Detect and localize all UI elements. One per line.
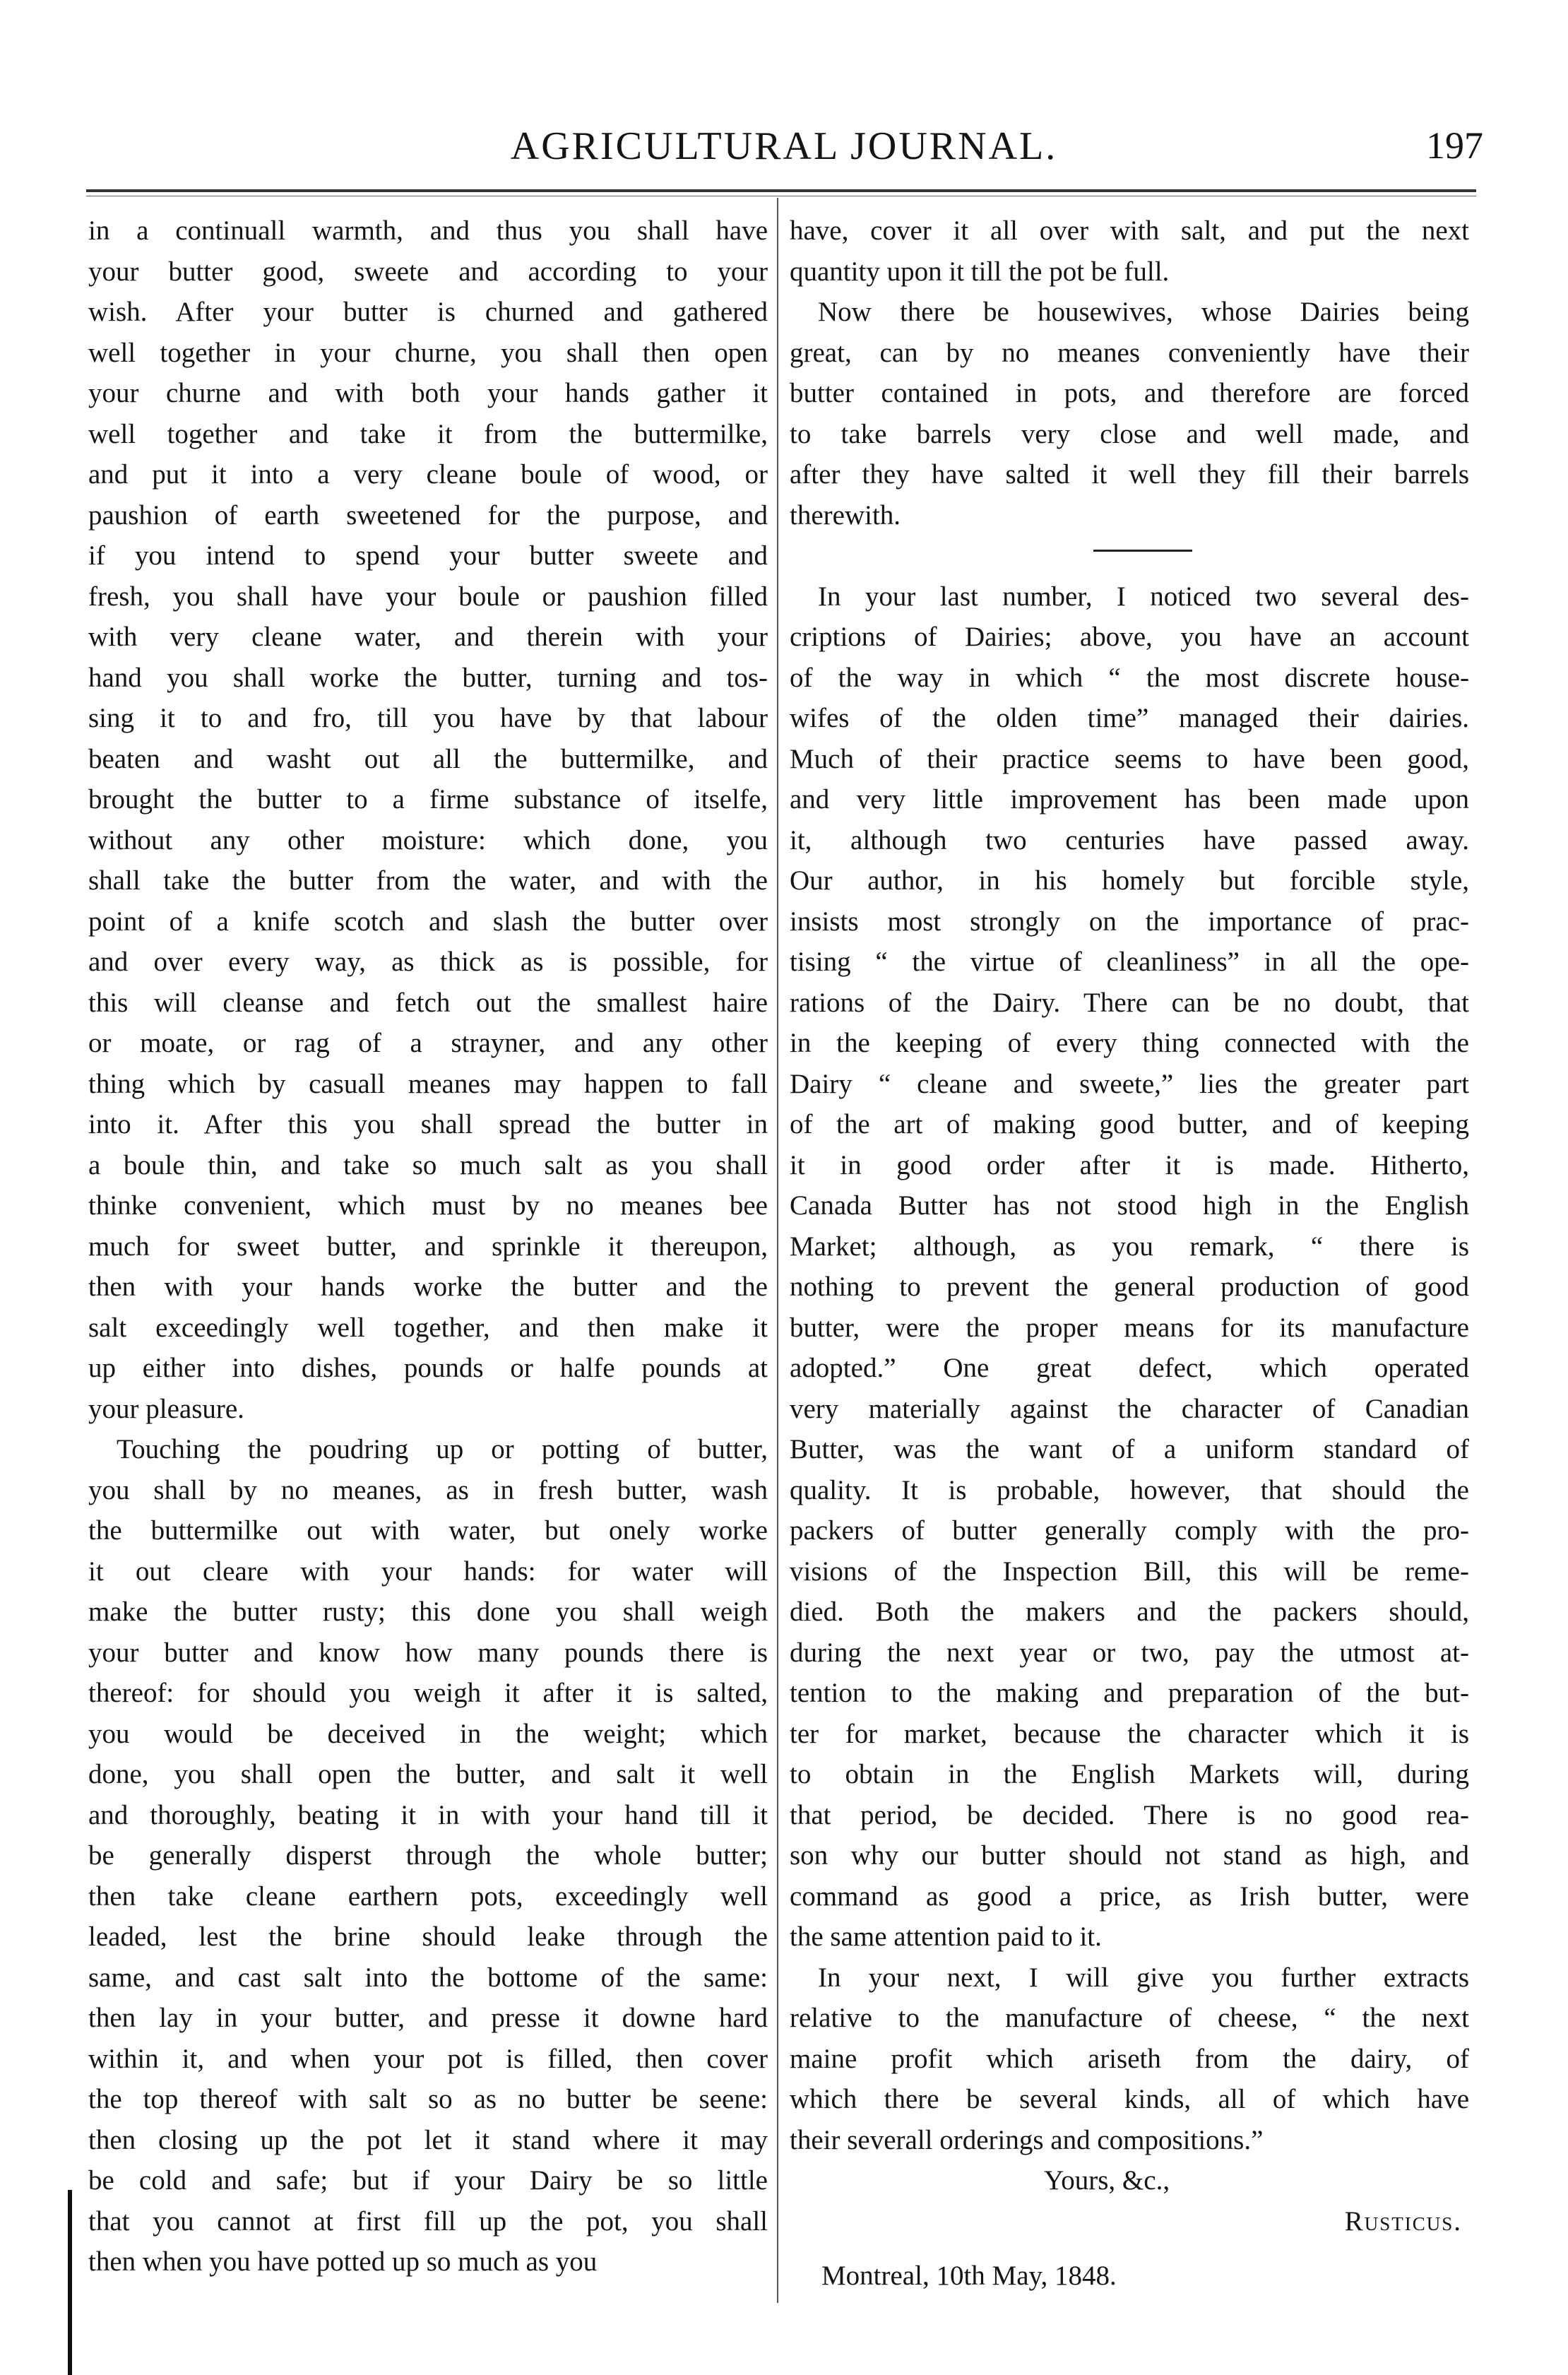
text-line: paushion of earth sweetened for the purpose, and [88, 499, 768, 531]
text-line: wish. After your butter is churned and gathered [88, 297, 768, 327]
text-line: leaded, lest the brine should leake through the [88, 1921, 768, 1952]
text-line: point of a knife scotch and slash the butter over [88, 906, 768, 937]
text-line: it in good order after it is made. Hitherto, [790, 1149, 1469, 1180]
text-line: hand you shall worke the butter, turning and tos- [88, 662, 768, 693]
text-line: the top thereof with salt so as no butter be seene: [88, 2084, 768, 2114]
text-line: Market; although, as you remark, “ there is [790, 1231, 1469, 1262]
text-line: butter, were the proper means for its manufacture [790, 1312, 1469, 1343]
text-line: shall take the butter from the water, and with the [88, 865, 768, 896]
page-number: 197 [1426, 124, 1483, 167]
text-line: Now there be housewives, whose Dairies being [818, 297, 1469, 327]
text-line: adopted.” One great defect, which operated [790, 1353, 1469, 1383]
text-line: rations of the Dairy. There can be no doubt, that [790, 987, 1469, 1018]
text-line: Much of their practice seems to have been good, [790, 743, 1469, 774]
text-line: thereof: for should you weigh it after it is salted, [88, 1678, 768, 1708]
text-line: the buttermilke out with water, but onely worke [88, 1515, 768, 1546]
text-line: ter for market, because the character which it is [790, 1718, 1469, 1749]
text-line: or moate, or rag of a strayner, and any other [88, 1028, 768, 1058]
text-line: the same attention paid to it. [790, 1921, 1102, 1952]
text-line: your butter and know how many pounds there is [88, 1637, 768, 1668]
text-line: very materially against the character of Canadian [790, 1393, 1469, 1424]
text-line: same, and cast salt into the bottome of the same: [88, 1962, 768, 1993]
text-line: in the keeping of every thing connected with the [790, 1028, 1469, 1058]
text-line: packers of butter generally comply with the pro- [790, 1515, 1469, 1546]
text-line: with very cleane water, and therein with your [88, 622, 768, 652]
text-line: Canada Butter has not stood high in the English [790, 1190, 1469, 1221]
text-line: of the way in which “ the most discrete house- [790, 662, 1469, 693]
text-line: you shall by no meanes, as in fresh butter, wash [88, 1474, 768, 1505]
text-line: sing it to and fro, till you have by that labour [88, 703, 768, 733]
text-line: beaten and washt out all the buttermilke, and [88, 743, 768, 774]
text-line: relative to the manufacture of cheese, “ the next [790, 2003, 1469, 2033]
text-line: thing which by casuall meanes may happen to fall [88, 1068, 768, 1099]
text-line: have, cover it all over with salt, and put the next [790, 215, 1469, 246]
text-line: up either into dishes, pounds or halfe pounds at [88, 1353, 768, 1383]
text-line: a boule thin, and take so much salt as you shall [88, 1149, 768, 1180]
text-line: to take barrels very close and well made, and [790, 418, 1469, 449]
text-line: that period, be decided. There is no good rea- [790, 1799, 1469, 1830]
text-line: son why our butter should not stand as high, and [790, 1840, 1469, 1871]
text-line: quality. It is probable, however, that should the [790, 1474, 1469, 1505]
text-line: then take cleane earthern pots, exceedingly well [88, 1881, 768, 1912]
text-line: of the art of making good butter, and of keeping [790, 1109, 1469, 1139]
text-line: butter contained in pots, and therefore are forced [790, 378, 1469, 408]
text-line: then with your hands worke the butter and the [88, 1272, 768, 1302]
text-line: if you intend to spend your butter sweete and [88, 540, 768, 571]
text-line: within it, and when your pot is filled, then cover [88, 2043, 768, 2074]
text-line: after they have salted it well they fill their barrels [790, 459, 1469, 490]
text-line: without any other moisture: which done, you [88, 824, 768, 855]
text-line: then closing up the pot let it stand where it may [88, 2124, 768, 2155]
text-line: criptions of Dairies; above, you have an account [790, 622, 1469, 652]
text-line: that you cannot at first fill up the pot, you shall [88, 2205, 768, 2237]
text-line: nothing to prevent the general production of good [790, 1272, 1469, 1302]
letter-place-date: Montreal, 10th May, 1848. [821, 2261, 1117, 2291]
running-header-title: AGRICULTURAL JOURNAL. [510, 124, 1058, 168]
text-line: Our author, in his homely but forcible style, [790, 865, 1469, 896]
right-column-paragraph-group-b [790, 576, 1469, 2161]
text-line: be cold and safe; but if your Dairy be so little [88, 2165, 768, 2196]
text-line: you would be deceived in the weight; which [88, 1718, 768, 1749]
right-column-paragraph-group-a [790, 211, 1469, 535]
text-line: and over every way, as thick as is possible, for [88, 947, 768, 977]
text-line: in a continuall warmth, and thus you shall have [88, 215, 768, 246]
left-column [88, 211, 768, 2282]
text-line: brought the butter to a firme substance of itselfe, [88, 784, 768, 815]
text-line: In your next, I will give you further extracts [818, 1962, 1469, 1993]
text-line: into it. After this you shall spread the butter in [88, 1109, 768, 1139]
text-line: well together and take it from the buttermilke, [88, 418, 768, 449]
text-line: their severall orderings and compositions.” [790, 2124, 1264, 2155]
text-line: be generally disperst through the whole butter; [88, 1840, 768, 1871]
text-line: In your last number, I noticed two several des- [818, 581, 1469, 612]
text-line: your pleasure. [88, 1393, 244, 1424]
text-line: salt exceedingly well together, and then make it [88, 1312, 768, 1343]
text-line: done, you shall open the butter, and salt it well [88, 1759, 768, 1789]
text-line: fresh, you shall have your boule or paushion filled [88, 581, 768, 612]
text-line: it, although two centuries have passed away. [790, 824, 1469, 855]
text-line: died. Both the makers and the packers should, [790, 1597, 1469, 1627]
text-line: tention to the making and preparation of the but- [790, 1678, 1469, 1708]
margin-mark [68, 2190, 72, 2375]
text-line: wifes of the olden time” managed their dairies. [790, 703, 1469, 733]
text-line: make the butter rusty; this done you shall weigh [88, 1597, 768, 1627]
text-line: and put it into a very cleane boule of wood, or [88, 459, 768, 490]
text-line: Dairy “ cleane and sweete,” lies the greater part [790, 1068, 1469, 1099]
text-line: then lay in your butter, and presse it downe hard [88, 2003, 768, 2033]
text-line: much for sweet butter, and sprinkle it thereupon, [88, 1231, 768, 1262]
text-line: Touching the poudring up or potting of butter, [117, 1434, 768, 1464]
text-line: which there be several kinds, all of which have [790, 2084, 1469, 2114]
text-line: to obtain in the English Markets will, during [790, 1759, 1469, 1789]
text-line: therewith. [790, 499, 901, 531]
text-line: this will cleanse and fetch out the smallest haire [88, 987, 768, 1018]
text-line: Butter, was the want of a uniform standard of [790, 1434, 1469, 1464]
text-line: quantity upon it till the pot be full. [790, 256, 1170, 287]
header-rule [86, 189, 1476, 192]
text-line: tising “ the virtue of cleanliness” in all the ope- [790, 947, 1469, 977]
letter-closing: Yours, &c., [1044, 2165, 1170, 2196]
text-line: and thoroughly, beating it in with your hand till it [88, 1799, 768, 1830]
text-line: command as good a price, as Irish butter, were [790, 1881, 1469, 1912]
text-line: during the next year or two, pay the utmost at- [790, 1637, 1469, 1668]
text-line: insists most strongly on the importance of prac- [790, 906, 1469, 937]
text-line: your churne and with both your hands gather it [88, 378, 768, 408]
text-line: great, can by no meanes conveniently have their [790, 337, 1469, 368]
right-column [790, 211, 1469, 2297]
text-line: then when you have potted up so much as you [88, 2246, 598, 2277]
text-line: and very little improvement has been made upon [790, 784, 1469, 815]
text-line: well together in your churne, you shall then open [88, 337, 768, 368]
letter-signature: Rusticus. [1344, 2205, 1462, 2237]
section-separator-rule [790, 535, 1469, 576]
text-line: visions of the Inspection Bill, this will be reme- [790, 1556, 1469, 1587]
column-divider [777, 198, 778, 2303]
text-line: thinke convenient, which must by no meanes bee [88, 1190, 768, 1221]
text-line: maine profit which ariseth from the dairy, of [790, 2043, 1469, 2074]
text-line: it out cleare with your hands: for water will [88, 1556, 768, 1587]
text-line: your butter good, sweete and according to your [88, 256, 768, 287]
